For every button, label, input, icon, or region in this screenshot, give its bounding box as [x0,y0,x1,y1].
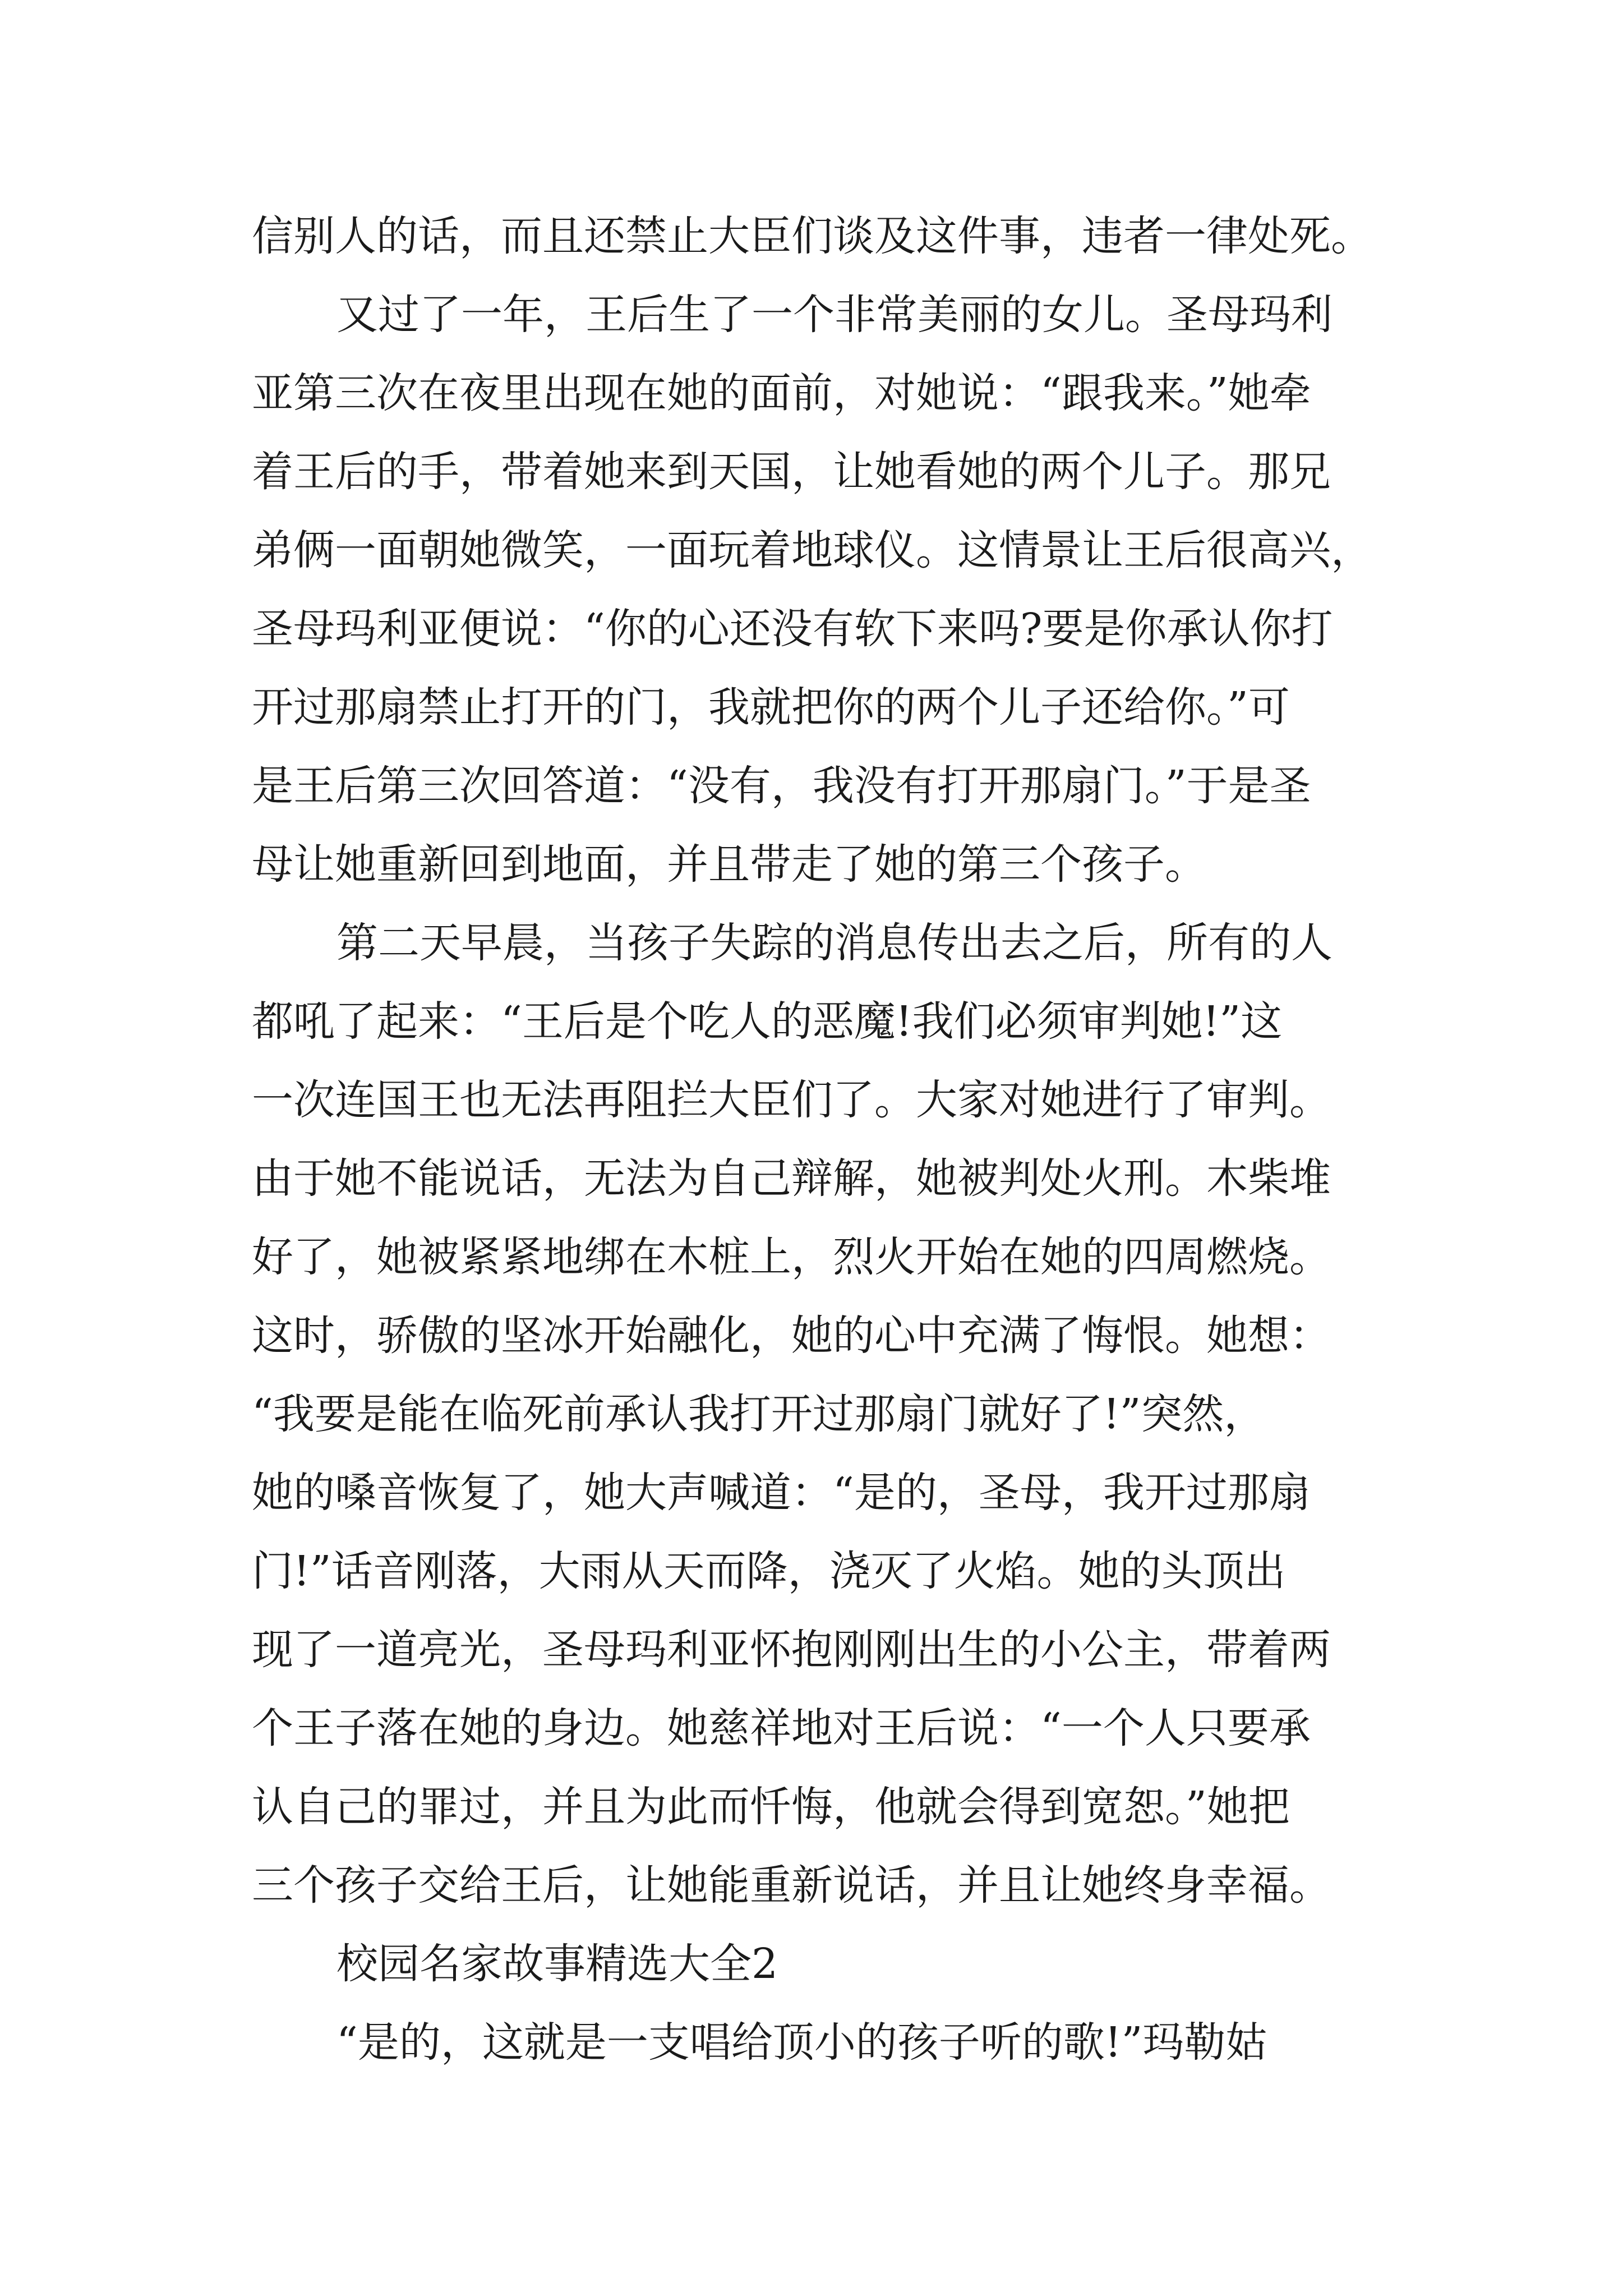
text-line: 这时，骄傲的坚冰开始融化，她的心中充满了悔恨。她想： [252,1312,1331,1360]
text-line: “我要是能在临死前承认我打开过那扇门就好了!”突然， [252,1390,1266,1438]
text-line: 又过了一年，王后生了一个非常美丽的女儿。圣母玛利 [336,291,1332,339]
text-line: 个王子落在她的身边。她慈祥地对王后说：“一个人只要承 [252,1704,1311,1752]
text-line: 母让她重新回到地面，并且带走了她的第三个孩子。 [252,840,1206,889]
text-line: 圣母玛利亚便说：“你的心还没有软下来吗?要是你承认你打 [252,605,1333,653]
text-line: 一次连国王也无法再阻拦大臣们了。大家对她进行了审判。 [252,1076,1331,1124]
text-line: 信别人的话，而且还禁止大臣们谈及这件事，违者一律处死。 [252,212,1372,260]
text-line: 都吼了起来：“王后是个吃人的恶魔!我们必须审判她!”这 [252,997,1283,1046]
text-line: 弟俩一面朝她微笑，一面玩着地球仪。这情景让王后很高兴， [252,526,1372,574]
text-line: 现了一道亮光，圣母玛利亚怀抱刚刚出生的小公主，带着两 [252,1626,1331,1674]
text-line: 开过那扇禁止打开的门，我就把你的两个儿子还给你。”可 [252,683,1290,731]
section-heading: 校园名家故事精选大全2 [336,1940,778,1988]
text-line: 由于她不能说话，无法为自己辩解，她被判处火刑。木柴堆 [252,1154,1331,1203]
text-line: 三个孩子交给王后，让她能重新说话，并且让她终身幸福。 [252,1861,1331,1910]
text-line: 好了，她被紧紧地绑在木桩上，烈火开始在她的四周燃烧。 [252,1233,1331,1281]
text-line: “是的，这就是一支唱给顶小的孩子听的歌!”玛勒姑 [336,2018,1267,2067]
text-line: 认自己的罪过，并且为此而忏悔，他就会得到宽恕。”她把 [252,1783,1290,1831]
text-line: 着王后的手，带着她来到天国，让她看她的两个儿子。那兄 [252,448,1331,496]
text-line: 是王后第三次回答道：“没有，我没有打开那扇门。”于是圣 [252,762,1311,810]
text-line: 她的嗓音恢复了，她大声喊道：“是的，圣母，我开过那扇 [252,1469,1311,1517]
text-line: 亚第三次在夜里出现在她的面前，对她说：“跟我来。”她牵 [252,369,1311,417]
text-line: 第二天早晨，当孩子失踪的消息传出去之后，所有的人 [336,919,1332,967]
text-line: 门!”话音刚落，大雨从天而降，浇灭了火焰。她的头顶出 [252,1547,1286,1595]
